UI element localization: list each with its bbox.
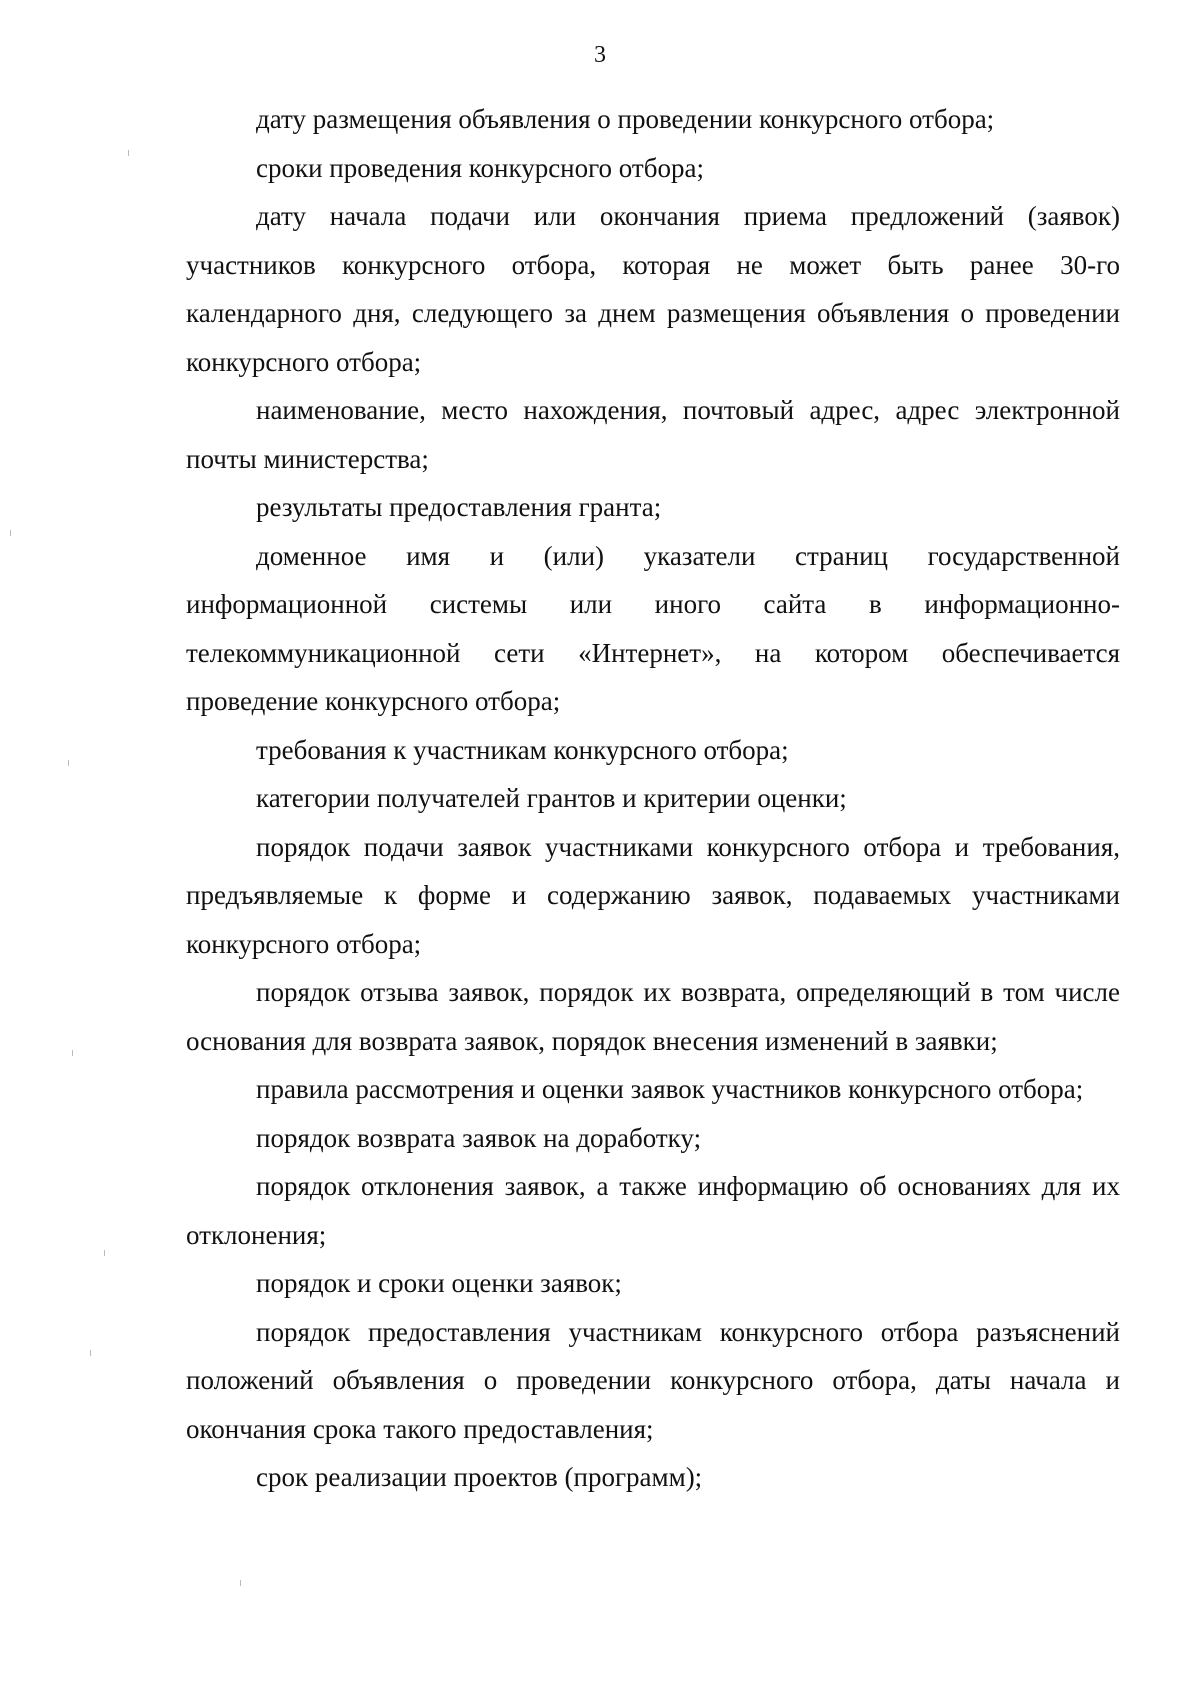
- scan-speck: [104, 1250, 105, 1256]
- scan-speck: [90, 1350, 91, 1356]
- paragraph-8: категории получателей грантов и критерии оценки;: [256, 783, 847, 813]
- body-text: [186, 95, 1120, 1502]
- scan-speck: [10, 530, 11, 536]
- scan-speck: [68, 760, 69, 766]
- paragraph-16: срок реализации проектов (программ);: [256, 1462, 703, 1492]
- paragraph-14: порядок и сроки оценки заявок;: [256, 1268, 622, 1298]
- paragraph-13: порядок отклонения заявок, а также информацию об основаниях для их отклонения;: [186, 1171, 1120, 1250]
- paragraph-3: дату начала подачи или окончания приема предложений (заявок) участников конкурсного отбора, которая не может быть ранее 30-го календарного дня, следующего за днем размещения объявления о проведении конкурсного отбора;: [186, 201, 1120, 377]
- paragraph-15: порядок предоставления участникам конкурсного отбора разъяснений положений объявления о проведении конкурсного отбора, даты начала и окончания срока такого предоставления;: [186, 1316, 1120, 1444]
- paragraph-5: результаты предоставления гранта;: [256, 492, 662, 522]
- paragraph-7: требования к участникам конкурсного отбора;: [256, 734, 789, 765]
- paragraph-12: порядок возврата заявок на доработку;: [256, 1122, 702, 1153]
- paragraph-10: порядок отзыва заявок, порядок их возврата, определяющий в том числе основания для возврата заявок, порядок внесения изменений в заявки;: [186, 977, 1120, 1056]
- page-number: 3: [594, 42, 606, 68]
- paragraph-1: дату размещения объявления о проведении конкурсного отбора;: [256, 104, 995, 134]
- scan-speck: [72, 1050, 73, 1056]
- paragraph-2: сроки проведения конкурсного отбора;: [256, 152, 704, 183]
- paragraph-6: доменное имя и (или) указатели страниц государственной информационной системы или иного сайта в информационно-телекоммуникационной сети «Интернет», на котором обеспечивается проведение конкурсного отбора;: [186, 540, 1120, 716]
- scan-speck: [240, 1580, 241, 1586]
- scan-speck: [128, 150, 129, 156]
- paragraph-9: порядок подачи заявок участниками конкурсного отбора и требования, предъявляемые к форме и содержанию заявок, подаваемых участниками конкурсного отбора;: [186, 831, 1120, 959]
- paragraph-4: наименование, место нахождения, почтовый адрес, адрес электронной почты министерства;: [186, 395, 1120, 474]
- paragraph-11: правила рассмотрения и оценки заявок участников конкурсного отбора;: [256, 1074, 1084, 1104]
